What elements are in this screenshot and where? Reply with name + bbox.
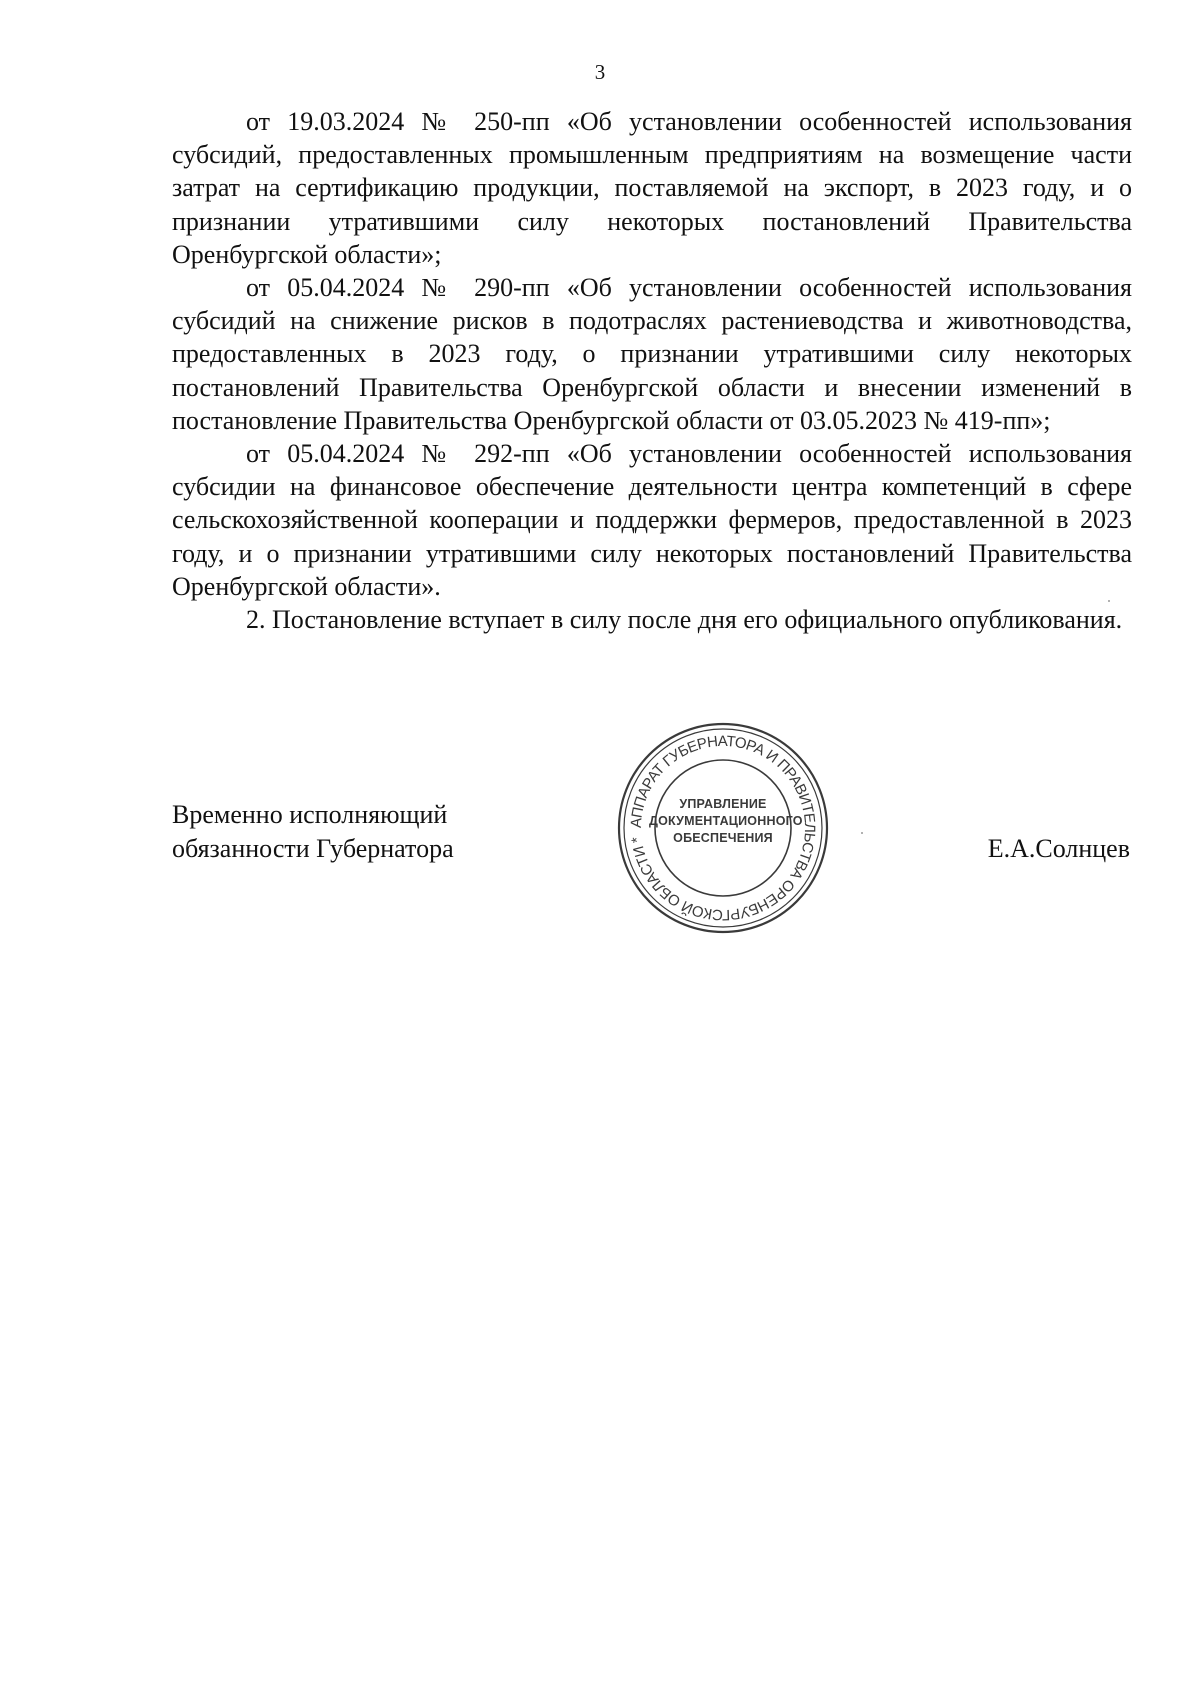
paragraph-resolution-292: от 05.04.2024 № 292-пп «Об установлении особенностей использования субсидии на финансовое обеспечение деятельности центра компетенций в сфере сельскохозяйственной кооперации и поддержки фермеров, предоставленной в 2023 году, и о признании утратившими силу некоторых постановлений Правительства Оренбургской области». [172, 439, 1132, 601]
signatory-title [172, 798, 454, 866]
signatory-title-line2: обязанности Губернатора [172, 834, 454, 863]
document-body [172, 105, 1132, 636]
stamp-inner-line2: ДОКУМЕНТАЦИОННОГО [649, 814, 803, 828]
stamp-inner-line1: УПРАВЛЕНИЕ [679, 797, 767, 811]
page-number: 3 [594, 60, 606, 84]
svg-text:АППАРАТ ГУБЕРНАТОРА И ПРАВИТЕЛ: АППАРАТ ГУБЕРНАТОРА И ПРАВИТЕЛЬСТВА ОРЕНБУРГСКОЙ ОБЛАСТИ * [627, 732, 819, 924]
paragraph-resolution-250: от 19.03.2024 № 250-пп «Об установлении особенностей использования субсидий, предоставленных промышленным предприятиям на возмещение части затрат на сертификацию продукции, поставляемой на экспорт, в 2023 году, и о признании утратившими силу некоторых постановлений Правительства Оренбургской области»; [172, 107, 1132, 269]
stamp-inner-line3: ОБЕСПЕЧЕНИЯ [673, 831, 773, 845]
stamp-inner-text [649, 796, 803, 847]
paragraph-resolution-290: от 05.04.2024 № 290-пп «Об установлении особенностей использования субсидий на снижение рисков в подотраслях растениеводства и животноводства, предоставленных в 2023 году, о признании утратившими силу некоторых постановлений Правительства Оренбургской области и внесении изменений в постановление Правительства Оренбургской области от 03.05.2023 № 419-пп»; [172, 273, 1132, 435]
paragraph-entry-into-force: 2. Постановление вступает в силу после дня его официального опубликования. [246, 605, 1123, 635]
signatory-title-line1: Временно исполняющий [172, 800, 448, 829]
official-stamp [613, 718, 833, 938]
scan-speck [1108, 600, 1110, 602]
signatory-name: Е.А.Солнцев [987, 834, 1130, 863]
scan-speck [861, 832, 863, 834]
